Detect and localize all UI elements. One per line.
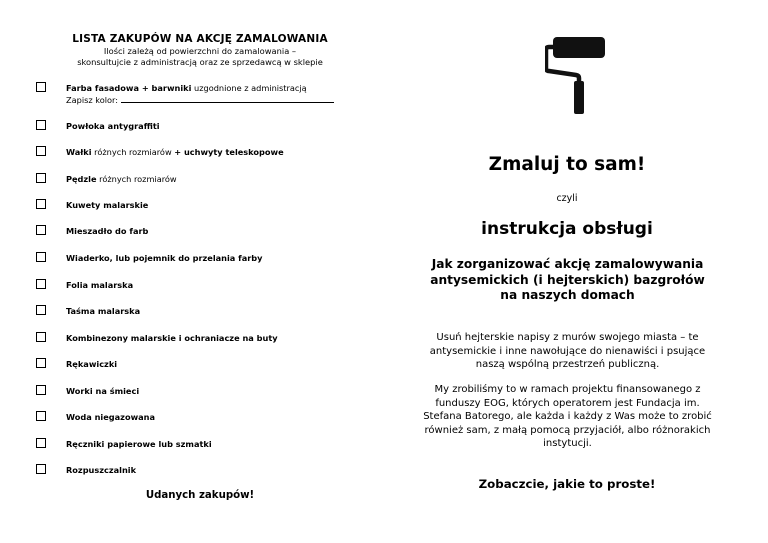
checkbox[interactable] [36,120,46,130]
paragraph-line: Stefana Batorego, ale każda i każdy z Was może to zrobić [423,411,712,422]
headline-line: na naszych domach [500,288,635,302]
paragraph-line: Usuń hejterskie napisy z murów swojego miasta – te [436,332,699,343]
list-item-text [66,359,366,370]
paint-roller-icon [545,34,607,116]
list-subtitle-line: skonsultujcie z administracją oraz ze sprzedawcą w sklepie [77,57,323,67]
info-connector: czyli [556,193,578,204]
checkbox[interactable] [36,146,46,156]
list-item-rest: różnych rozmiarów [96,174,177,184]
list-item-text [66,280,366,291]
headline-line: antysemickich (i hejterskich) bazgrołów [430,272,705,287]
list-item-bold: Rozpuszczalnik [66,465,137,475]
list-item-bold: Ręczniki papierowe lub szmatki [66,439,212,449]
list-title: LISTA ZAKUPÓW NA AKCJĘ ZAMALOWANIA [72,33,328,45]
list-item-bold: Taśma malarska [66,306,141,316]
checkbox[interactable] [36,305,46,315]
paragraph-line: funduszy EOG, których operatorem jest Fundacja im. [435,397,700,409]
checkbox[interactable] [36,225,46,235]
list-item-rest: uzgodnione z administracją [191,83,307,93]
info-subtitle: instrukcja obsługi [481,219,653,239]
paragraph-line: naszą wspólną przestrzeń publiczną. [475,359,660,370]
list-item-text [66,465,366,476]
info-footer: Zobaczcie, jakie to proste! [478,477,656,491]
checkbox[interactable] [36,82,46,92]
list-item-text [66,83,366,94]
list-item-bold: Woda niegazowana [66,412,156,422]
paragraph-line: instytucji. [543,438,592,449]
list-item-text [66,147,366,158]
list-item-bold: Worki na śmieci [66,386,140,396]
list-item-bold: Kuwety malarskie [66,200,149,210]
list-subtitle [0,46,400,68]
color-note-line[interactable] [121,94,334,103]
list-item-text [66,121,366,132]
checkbox[interactable] [36,332,46,342]
color-note [66,94,334,105]
list-item-rest: różnych rozmiarów [91,147,175,157]
list-item-bold: + uchwyty teleskopowe [174,147,284,157]
checkbox[interactable] [36,438,46,448]
checkbox[interactable] [36,173,46,183]
checkbox[interactable] [36,279,46,289]
list-item-bold: Rękawiczki [66,359,118,369]
checkbox[interactable] [36,199,46,209]
list-item-text [66,226,366,237]
list-item-bold: Folia malarska [66,280,134,290]
list-item-bold: Powłoka antygraffiti [66,121,160,131]
info-title: Zmaluj to sam! [488,154,646,175]
list-item-bold: Kombinezony malarskie i ochraniacze na buty [66,333,278,343]
list-item-text [66,174,366,185]
list-item-bold: Mieszadło do farb [66,226,149,236]
paragraph-line: My zrobiliśmy to w ramach projektu finansowanego z [434,384,701,395]
list-item-text [66,306,366,317]
checkbox[interactable] [36,358,46,368]
info-paragraph-2 [400,383,735,451]
list-item-text [66,439,366,450]
checkbox[interactable] [36,464,46,474]
list-item-text [66,253,366,264]
list-item-text [66,386,366,397]
list-item-bold: Wiaderko, lub pojemnik do przelania farby [66,253,263,263]
list-item-text [66,412,366,423]
list-item-bold: Wałki [66,147,92,157]
list-item-text [66,200,366,211]
checkbox[interactable] [36,252,46,262]
info-headline [405,257,730,304]
list-footer: Udanych zakupów! [145,490,255,501]
paragraph-line: również sam, z małą pomocą przyjaciół, albo różnorakich [424,424,711,436]
list-subtitle-line: Ilości zależą od powierzchni do zamalowania – [103,46,297,56]
checkbox[interactable] [36,385,46,395]
list-item-text [66,333,366,344]
list-item-bold: Farba fasadowa + barwniki [66,83,192,93]
list-item-bold: Pędzle [66,174,97,184]
paragraph-line: antysemickie i inne nawołujące do nienawiści i psujące [429,345,706,357]
info-paragraph-1 [400,331,735,372]
color-note-label: Zapisz kolor: [66,95,118,105]
headline-line: Jak zorganizować akcję zamalowywania [431,257,704,271]
checkbox[interactable] [36,411,46,421]
